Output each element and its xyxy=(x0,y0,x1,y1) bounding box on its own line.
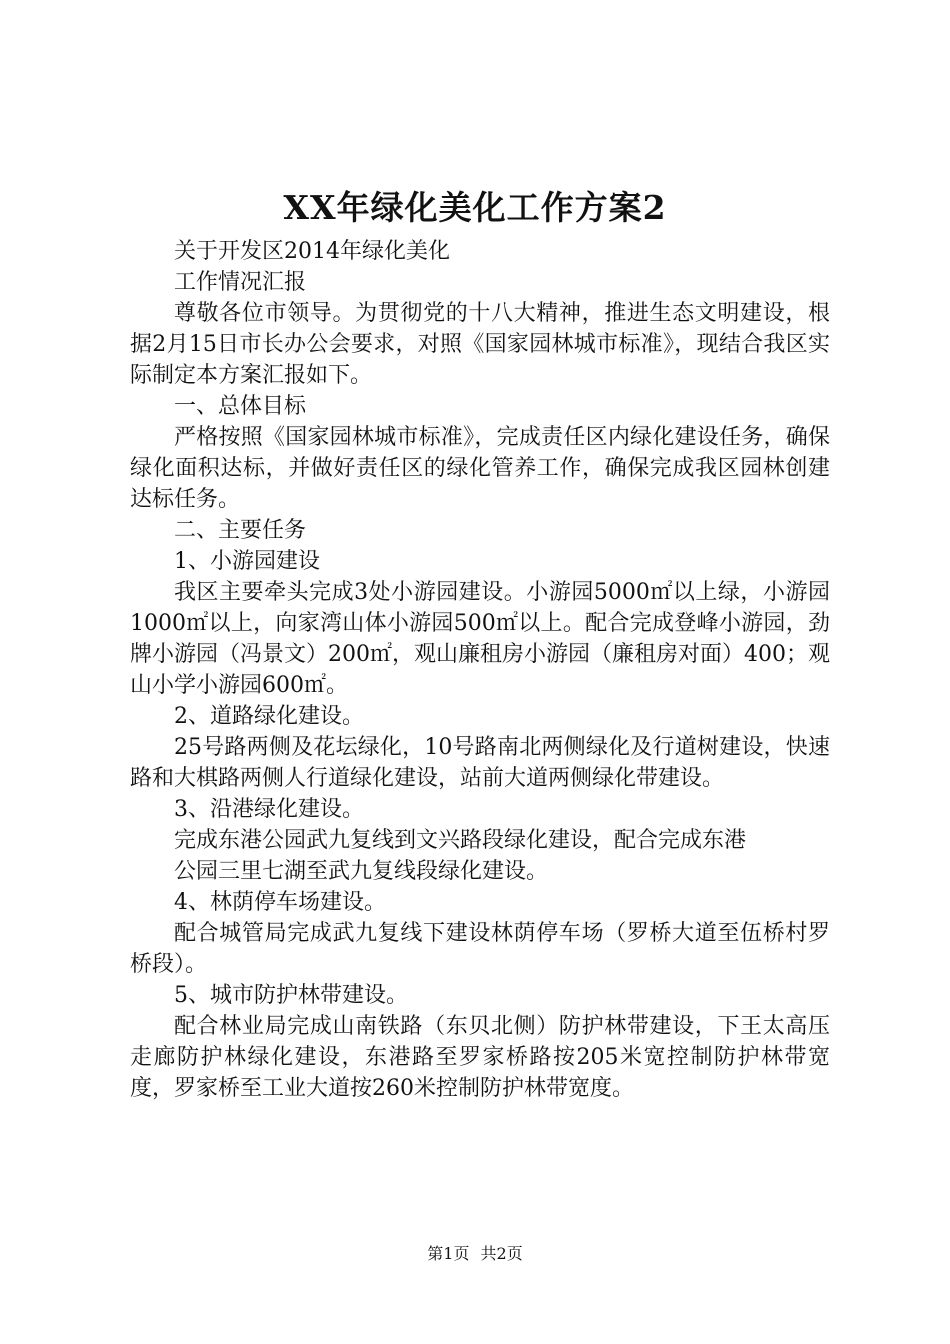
paragraph-intro: 尊敬各位市领导。为贯彻党的十八大精神，推进生态文明建设，根据2月15日市长办公会要求，对照《国家园林城市标准》，现结合我区实际制定本方案汇报如下。 xyxy=(130,301,830,388)
subheading-harbor-greening: 3、沿港绿化建设。 xyxy=(174,797,364,822)
subheading-small-parks: 1、小游园建设 xyxy=(174,549,320,574)
section-heading-main-tasks: 二、主要任务 xyxy=(174,518,307,543)
paragraph-road-greening: 25号路两侧及花坛绿化，10号路南北两侧绿化及行道树建设，快速路和大棋路两侧人行道绿化建设，站前大道两侧绿化带建设。 xyxy=(130,735,830,791)
subheading-road-greening: 2、道路绿化建设。 xyxy=(174,704,364,729)
subheading-shaded-parking: 4、林荫停车场建设。 xyxy=(174,890,386,915)
page-number: 第1页 xyxy=(427,1244,470,1263)
subheading-shelter-belt: 5、城市防护林带建设。 xyxy=(174,983,408,1008)
section-heading-overall-goal: 一、总体目标 xyxy=(174,394,307,419)
paragraph-harbor-greening-2: 公园三里七湖至武九复线段绿化建设。 xyxy=(174,859,549,884)
paragraph-small-parks: 我区主要牵头完成3处小游园建设。小游园5000㎡以上绿，小游园1000㎡以上，向家湾山体小游园500㎡以上。配合完成登峰小游园，劲牌小游园（冯景文）200㎡，观山廉租房小游园（廉租房对面）400；观山小学小游园600㎡。 xyxy=(130,580,830,698)
page-title: XX年绿化美化工作方案2 xyxy=(283,188,667,227)
paragraph-subject-line-1: 关于开发区2014年绿化美化 xyxy=(174,239,450,264)
paragraph-overall-goal: 严格按照《国家园林城市标准》，完成责任区内绿化建设任务，确保绿化面积达标，并做好责任区的绿化管养工作，确保完成我区园林创建达标任务。 xyxy=(130,425,830,512)
paragraph-subject-line-2: 工作情况汇报 xyxy=(174,270,307,295)
paragraph-shaded-parking: 配合城管局完成武九复线下建设林荫停车场（罗桥大道至伍桥村罗桥段）。 xyxy=(130,921,830,977)
paragraph-shelter-belt: 配合林业局完成山南铁路（东贝北侧）防护林带建设，下王太高压走廊防护林绿化建设，东港路至罗家桥路按205米宽控制防护林带宽度，罗家桥至工业大道按260米控制防护林带宽度。 xyxy=(130,1014,830,1101)
page-footer xyxy=(0,1242,950,1266)
page-total: 共2页 xyxy=(480,1244,523,1263)
paragraph-harbor-greening-1: 完成东港公园武九复线到文兴路段绿化建设，配合完成东港 xyxy=(174,828,747,853)
document-body xyxy=(130,236,830,1104)
